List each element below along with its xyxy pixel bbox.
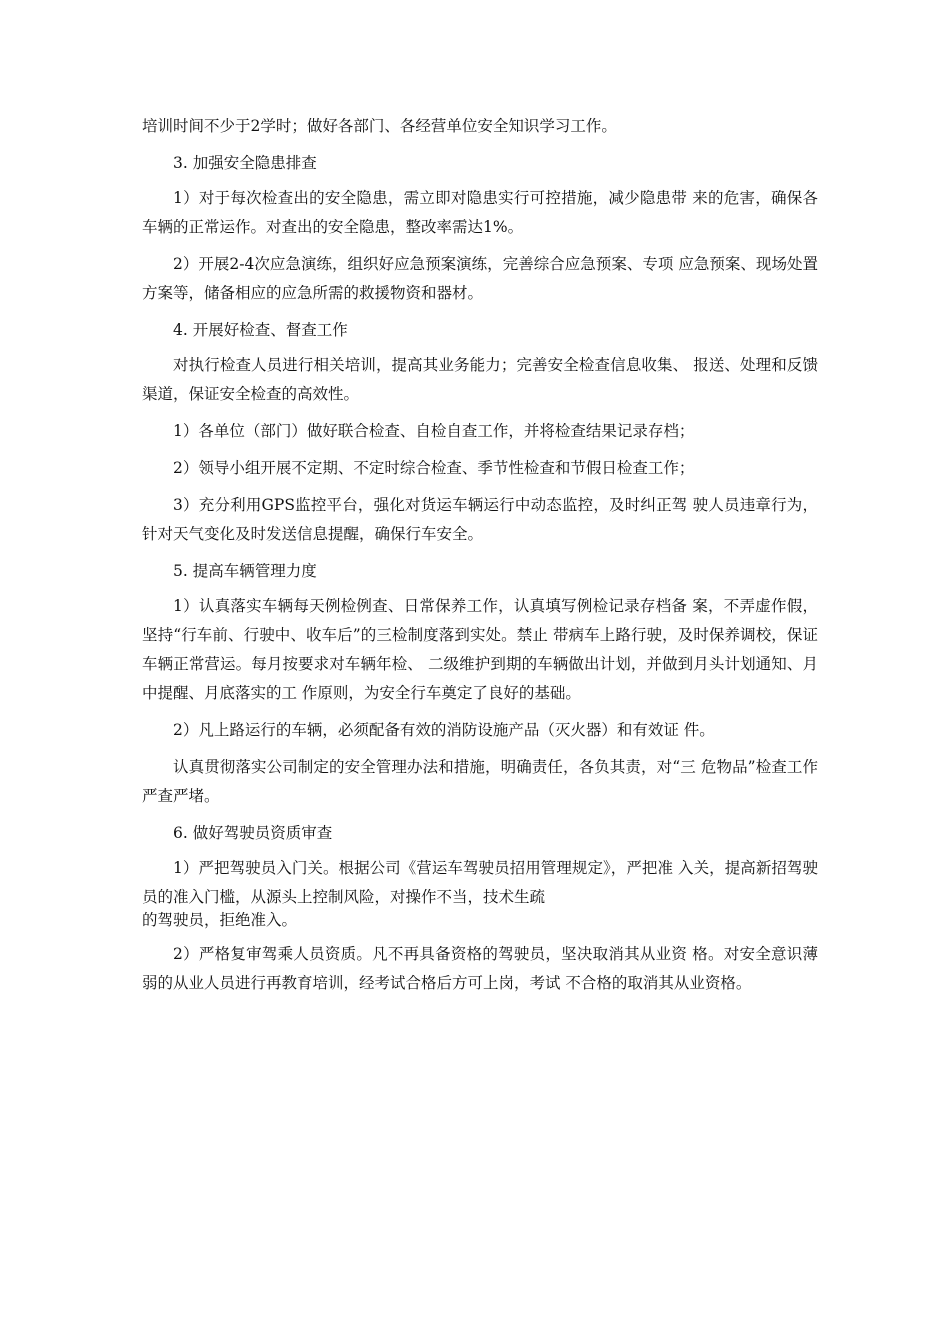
paragraph-training-hours: 培训时间不少于2学时；做好各部门、各经营单位安全知识学习工作。 xyxy=(142,117,617,135)
paragraph-4-1: 1）各单位（部门）做好联合检查、自检自查工作，并将检查结果记录存档； xyxy=(173,422,695,440)
paragraph-5-1: 1）认真落实车辆每天例检例查、日常保养工作，认真填写例检记录存档备 案，不弄虚作假，坚持“行车前、行驶中、收车后”的三检制度落到实处。禁止 带病车上路行驶，及时保养调校，保证车辆正常营运。每月按要求对车辆年检、 二级维护到期的车辆做出计划，并做到月头计划通知、月中提醒、月底落实的工 作原则，为安全行车奠定了良好的基础。 xyxy=(142,597,818,702)
paragraph-3-1: 1）对于每次检查出的安全隐患，需立即对隐患实行可控措施，减少隐患带 来的危害，确保各车辆的正常运作。对查出的安全隐患，整改率需达1%。 xyxy=(142,189,818,236)
paragraph-3-2: 2）开展2-4次应急演练，组织好应急预案演练，完善综合应急预案、专项 应急预案、现场处置方案等，储备相应的应急所需的救援物资和器材。 xyxy=(142,255,818,302)
paragraph-4-intro: 对执行检查人员进行相关培训，提高其业务能力；完善安全检查信息收集、 报送、处理和反馈渠道，保证安全检查的高效性。 xyxy=(142,356,818,403)
paragraph-5-3: 认真贯彻落实公司制定的安全管理办法和措施，明确责任，各负其责，对“三 危物品”检查工作严查严堵。 xyxy=(142,758,818,805)
paragraph-5-2: 2）凡上路运行的车辆，必须配备有效的消防设施产品（灭火器）和有效证 件。 xyxy=(173,721,715,739)
section-heading-3: 3. 加强安全隐患排查 xyxy=(173,154,317,172)
paragraph-4-3: 3）充分利用GPS监控平台，强化对货运车辆运行中动态监控，及时纠正驾 驶人员违章行为，针对天气变化及时发送信息提醒，确保行车安全。 xyxy=(142,496,818,543)
section-heading-5: 5. 提高车辆管理力度 xyxy=(173,562,317,580)
paragraph-6-1-continued: 的驾驶员，拒绝准入。 xyxy=(142,911,298,929)
paragraph-4-2: 2）领导小组开展不定期、不定时综合检查、季节性检查和节假日检查工作； xyxy=(173,459,695,477)
section-heading-4: 4. 开展好检查、督查工作 xyxy=(173,321,348,339)
section-heading-6: 6. 做好驾驶员资质审查 xyxy=(173,824,333,842)
paragraph-6-2: 2）严格复审驾乘人员资质。凡不再具备资格的驾驶员，坚决取消其从业资 格。对安全意识薄弱的从业人员进行再教育培训，经考试合格后方可上岗，考试 不合格的取消其从业资格。 xyxy=(142,945,818,992)
paragraph-6-1: 1）严把驾驶员入门关。根据公司《营运车驾驶员招用管理规定》，严把准 入关，提高新招驾驶员的准入门槛，从源头上控制风险，对操作不当，技术生疏 xyxy=(142,859,818,906)
document-page xyxy=(142,112,818,1006)
